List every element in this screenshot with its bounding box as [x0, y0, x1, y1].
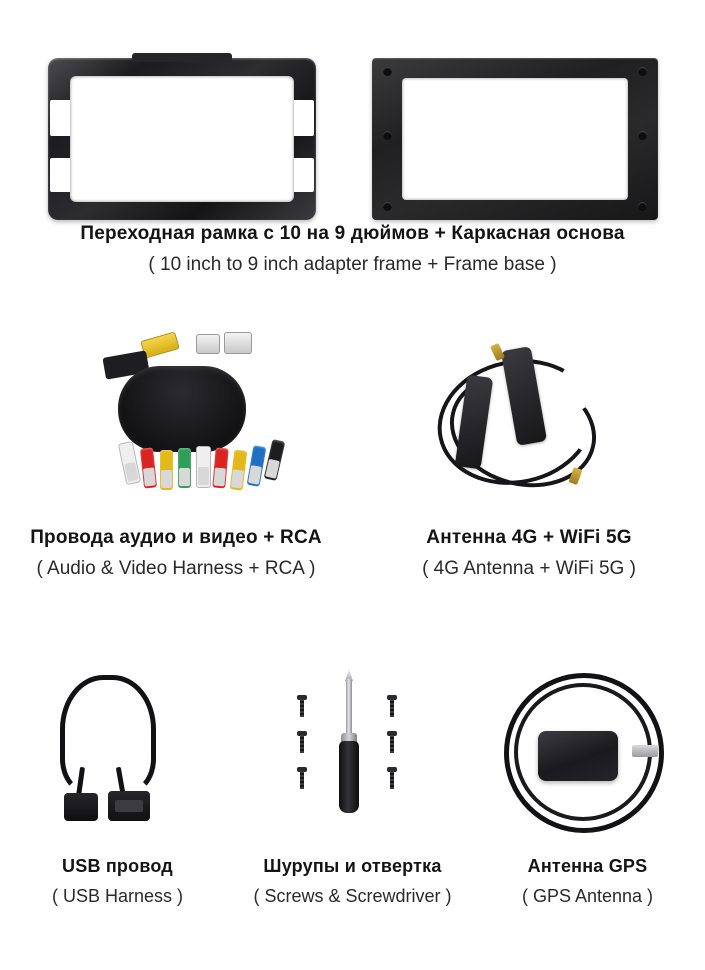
- screw: [387, 767, 397, 789]
- caption-usb-harness: [0, 855, 235, 908]
- item-gps-antenna: [470, 655, 705, 945]
- frame-base-image: [372, 58, 658, 220]
- rca-plug-red: [212, 448, 228, 489]
- gps-antenna-puck: [538, 731, 618, 781]
- harness-art: [0, 330, 352, 510]
- rca-plug-white: [118, 441, 141, 485]
- section-harness-antenna: [0, 330, 705, 610]
- usb-harness-image: [0, 655, 235, 845]
- caption-en-audio-video-harness: ( Audio & Video Harness + RCA ): [36, 557, 316, 579]
- section-adapter-frame: [0, 0, 705, 300]
- screw: [297, 731, 307, 753]
- caption-ru-screws-screwdriver: Шурупы и отвертка: [263, 856, 442, 876]
- gps-antenna-image: [470, 655, 705, 845]
- caption-en-gps-antenna: ( GPS Antenna ): [521, 885, 654, 906]
- frame-top-tab: [132, 53, 232, 62]
- caption-ru-gps-antenna: Антенна GPS: [527, 856, 648, 876]
- caption-screws-screwdriver: [235, 855, 470, 908]
- section-accessories: [0, 655, 705, 945]
- rca-plug-green: [178, 448, 191, 488]
- caption-adapter-frame: [0, 222, 705, 277]
- usb-port: [108, 791, 150, 821]
- usb-cable-loop: [60, 675, 156, 795]
- screw-hole: [638, 131, 647, 140]
- caption-audio-video-harness: [0, 526, 352, 581]
- frame-notch: [50, 100, 72, 136]
- usb-plug: [64, 793, 98, 821]
- caption-en-antenna-4g-wifi: ( 4G Antenna + WiFi 5G ): [422, 557, 636, 579]
- screwdriver-handle: [339, 741, 359, 813]
- frame-images: [0, 28, 705, 198]
- screw-hole: [638, 202, 647, 211]
- caption-en-adapter-frame: ( 10 inch to 9 inch adapter frame + Frame base ): [148, 253, 557, 275]
- caption-antenna-4g-wifi: [353, 526, 705, 581]
- rca-plug-black: [264, 439, 286, 481]
- gps-connector: [632, 745, 658, 757]
- item-antenna-4g-wifi: [353, 330, 705, 610]
- caption-en-screws-screwdriver: ( Screws & Screwdriver ): [253, 885, 452, 906]
- wire-bundle: [118, 366, 246, 452]
- item-audio-video-harness: [0, 330, 352, 610]
- frame-notch: [292, 158, 314, 192]
- antenna-4g-wifi-image: [353, 330, 705, 510]
- item-usb-harness: [0, 655, 235, 945]
- screw-hole: [383, 202, 392, 211]
- antenna-art: [353, 330, 705, 510]
- screw: [297, 767, 307, 789]
- rca-plug-yellow: [160, 450, 173, 490]
- caption-ru-usb-harness: USB провод: [62, 856, 173, 876]
- rca-plug-yellow: [230, 449, 248, 490]
- screw: [387, 695, 397, 717]
- rca-plug-white: [196, 446, 211, 488]
- rca-plug-red: [140, 447, 157, 488]
- screw: [297, 695, 307, 717]
- screwdriver-shaft: [346, 679, 352, 735]
- screw-hole: [383, 131, 392, 140]
- caption-ru-antenna-4g-wifi: Антенна 4G + WiFi 5G: [426, 527, 632, 548]
- caption-en-usb-harness: ( USB Harness ): [51, 885, 184, 906]
- screw-hole: [638, 67, 647, 76]
- screw-hole: [383, 67, 392, 76]
- caption-gps-antenna: [470, 855, 705, 908]
- item-screws-screwdriver: [235, 655, 470, 945]
- adapter-frame-image: [48, 58, 316, 220]
- screw: [387, 731, 397, 753]
- frame-notch: [50, 158, 72, 192]
- frame-notch: [292, 100, 314, 136]
- rca-plug-blue: [247, 445, 267, 487]
- caption-ru-audio-video-harness: Провода аудио и видео + RCA: [30, 527, 322, 548]
- audio-video-harness-image: [0, 330, 352, 510]
- white-connector-icon: [224, 332, 252, 354]
- caption-ru-adapter-frame: Переходная рамка с 10 на 9 дюймов + Каркасная основа: [80, 223, 625, 244]
- white-connector-icon: [196, 334, 220, 354]
- screws-screwdriver-image: [235, 655, 470, 845]
